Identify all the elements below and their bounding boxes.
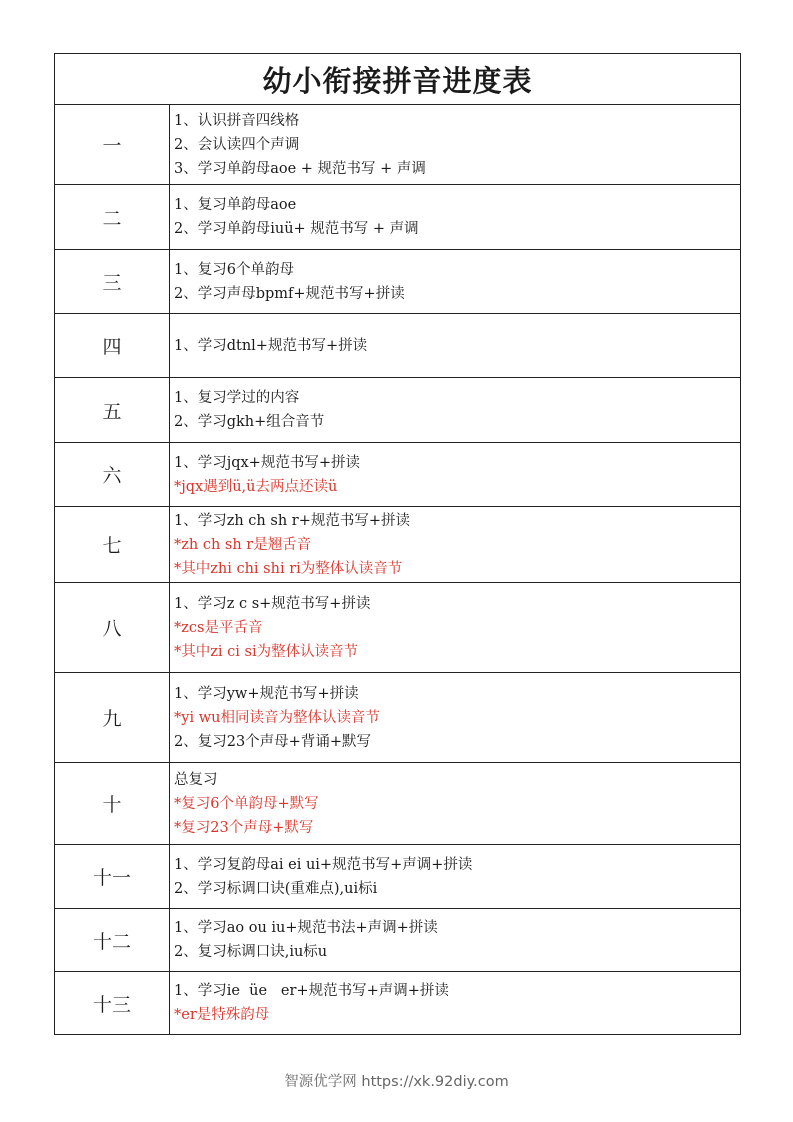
table-row — [55, 378, 741, 443]
content-line: 3、学习单韵母aoe + 规范书写 + 声调 — [174, 160, 426, 177]
week-label: 二 — [55, 185, 170, 250]
week-content — [170, 250, 741, 314]
content-line: 1、学习z c s+规范书写+拼读 — [174, 595, 371, 612]
note-line: *zh ch sh r是翘舌音 — [174, 536, 312, 553]
week-label: 一 — [55, 105, 170, 185]
week-content — [170, 909, 741, 972]
week-content — [170, 507, 741, 583]
content-line: 1、学习ie üe er+规范书写+声调+拼读 — [174, 983, 449, 999]
week-content — [170, 105, 741, 185]
table-row — [55, 443, 741, 507]
note-line: *jqx遇到ü,ü去两点还读ü — [174, 478, 338, 495]
week-label: 十 — [55, 763, 170, 845]
week-label: 七 — [55, 507, 170, 583]
content-line: 2、复习标调口诀,iu标u — [174, 944, 328, 960]
week-label: 十二 — [55, 909, 170, 972]
table-row — [55, 507, 741, 583]
note-line: *复习6个单韵母+默写 — [174, 795, 319, 812]
table-row — [55, 972, 741, 1035]
content-line: 1、学习ao ou iu+规范书法+声调+拼读 — [174, 920, 438, 936]
page-title: 幼小衔接拼音进度表 — [55, 54, 741, 105]
table-row — [55, 314, 741, 378]
schedule-table — [54, 53, 741, 1035]
content-line: 2、学习标调口诀(重难点),ui标i — [174, 880, 378, 897]
schedule-sheet — [54, 53, 740, 1035]
table-row — [55, 909, 741, 972]
week-content — [170, 583, 741, 673]
note-line: *zcs是平舌音 — [174, 619, 263, 636]
week-label: 四 — [55, 314, 170, 378]
table-row — [55, 673, 741, 763]
week-content — [170, 763, 741, 845]
table-row — [55, 763, 741, 845]
content-line: 1、学习jqx+规范书写+拼读 — [174, 454, 360, 471]
content-line: 2、会认读四个声调 — [174, 136, 300, 153]
week-content — [170, 378, 741, 443]
content-line: 1、学习复韵母ai ei ui+规范书写+声调+拼读 — [174, 856, 473, 873]
week-label: 八 — [55, 583, 170, 673]
note-line: *yi wu相同读音为整体认读音节 — [174, 709, 380, 726]
table-row — [55, 185, 741, 250]
table-row — [55, 105, 741, 185]
note-line: *其中zi ci si为整体认读音节 — [174, 643, 359, 660]
week-content — [170, 314, 741, 378]
week-content — [170, 972, 741, 1035]
table-row — [55, 845, 741, 909]
week-label: 三 — [55, 250, 170, 314]
week-content — [170, 443, 741, 507]
week-label: 五 — [55, 378, 170, 443]
week-label: 十一 — [55, 845, 170, 909]
week-content — [170, 845, 741, 909]
content-line: 1、学习zh ch sh r+规范书写+拼读 — [174, 512, 410, 529]
content-line: 1、认识拼音四线格 — [174, 112, 300, 129]
content-line: 1、学习yw+规范书写+拼读 — [174, 685, 359, 702]
content-line: 1、学习dtnl+规范书写+拼读 — [174, 337, 368, 354]
note-line: *er是特殊韵母 — [174, 1007, 270, 1023]
content-line: 总复习 — [174, 771, 218, 788]
note-line: *复习23个声母+默写 — [174, 819, 314, 836]
note-line: *其中zhi chi shi ri为整体认读音节 — [174, 560, 403, 577]
content-line: 1、复习6个单韵母 — [174, 261, 294, 278]
content-line: 2、学习声母bpmf+规范书写+拼读 — [174, 285, 405, 302]
footer-watermark: 智源优学网 https://xk.92diy.com — [284, 1074, 509, 1090]
week-label: 六 — [55, 443, 170, 507]
content-line: 1、复习学过的内容 — [174, 390, 300, 406]
week-content — [170, 673, 741, 763]
week-label: 十三 — [55, 972, 170, 1035]
week-label: 九 — [55, 673, 170, 763]
content-line: 2、学习gkh+组合音节 — [174, 414, 325, 430]
content-line: 2、学习单韵母iuü+ 规范书写 + 声调 — [174, 221, 419, 237]
content-line: 1、复习单韵母aoe — [174, 197, 297, 213]
table-row — [55, 583, 741, 673]
table-row — [55, 250, 741, 314]
title-row — [55, 54, 741, 105]
week-content — [170, 185, 741, 250]
content-line: 2、复习23个声母+背诵+默写 — [174, 733, 371, 750]
